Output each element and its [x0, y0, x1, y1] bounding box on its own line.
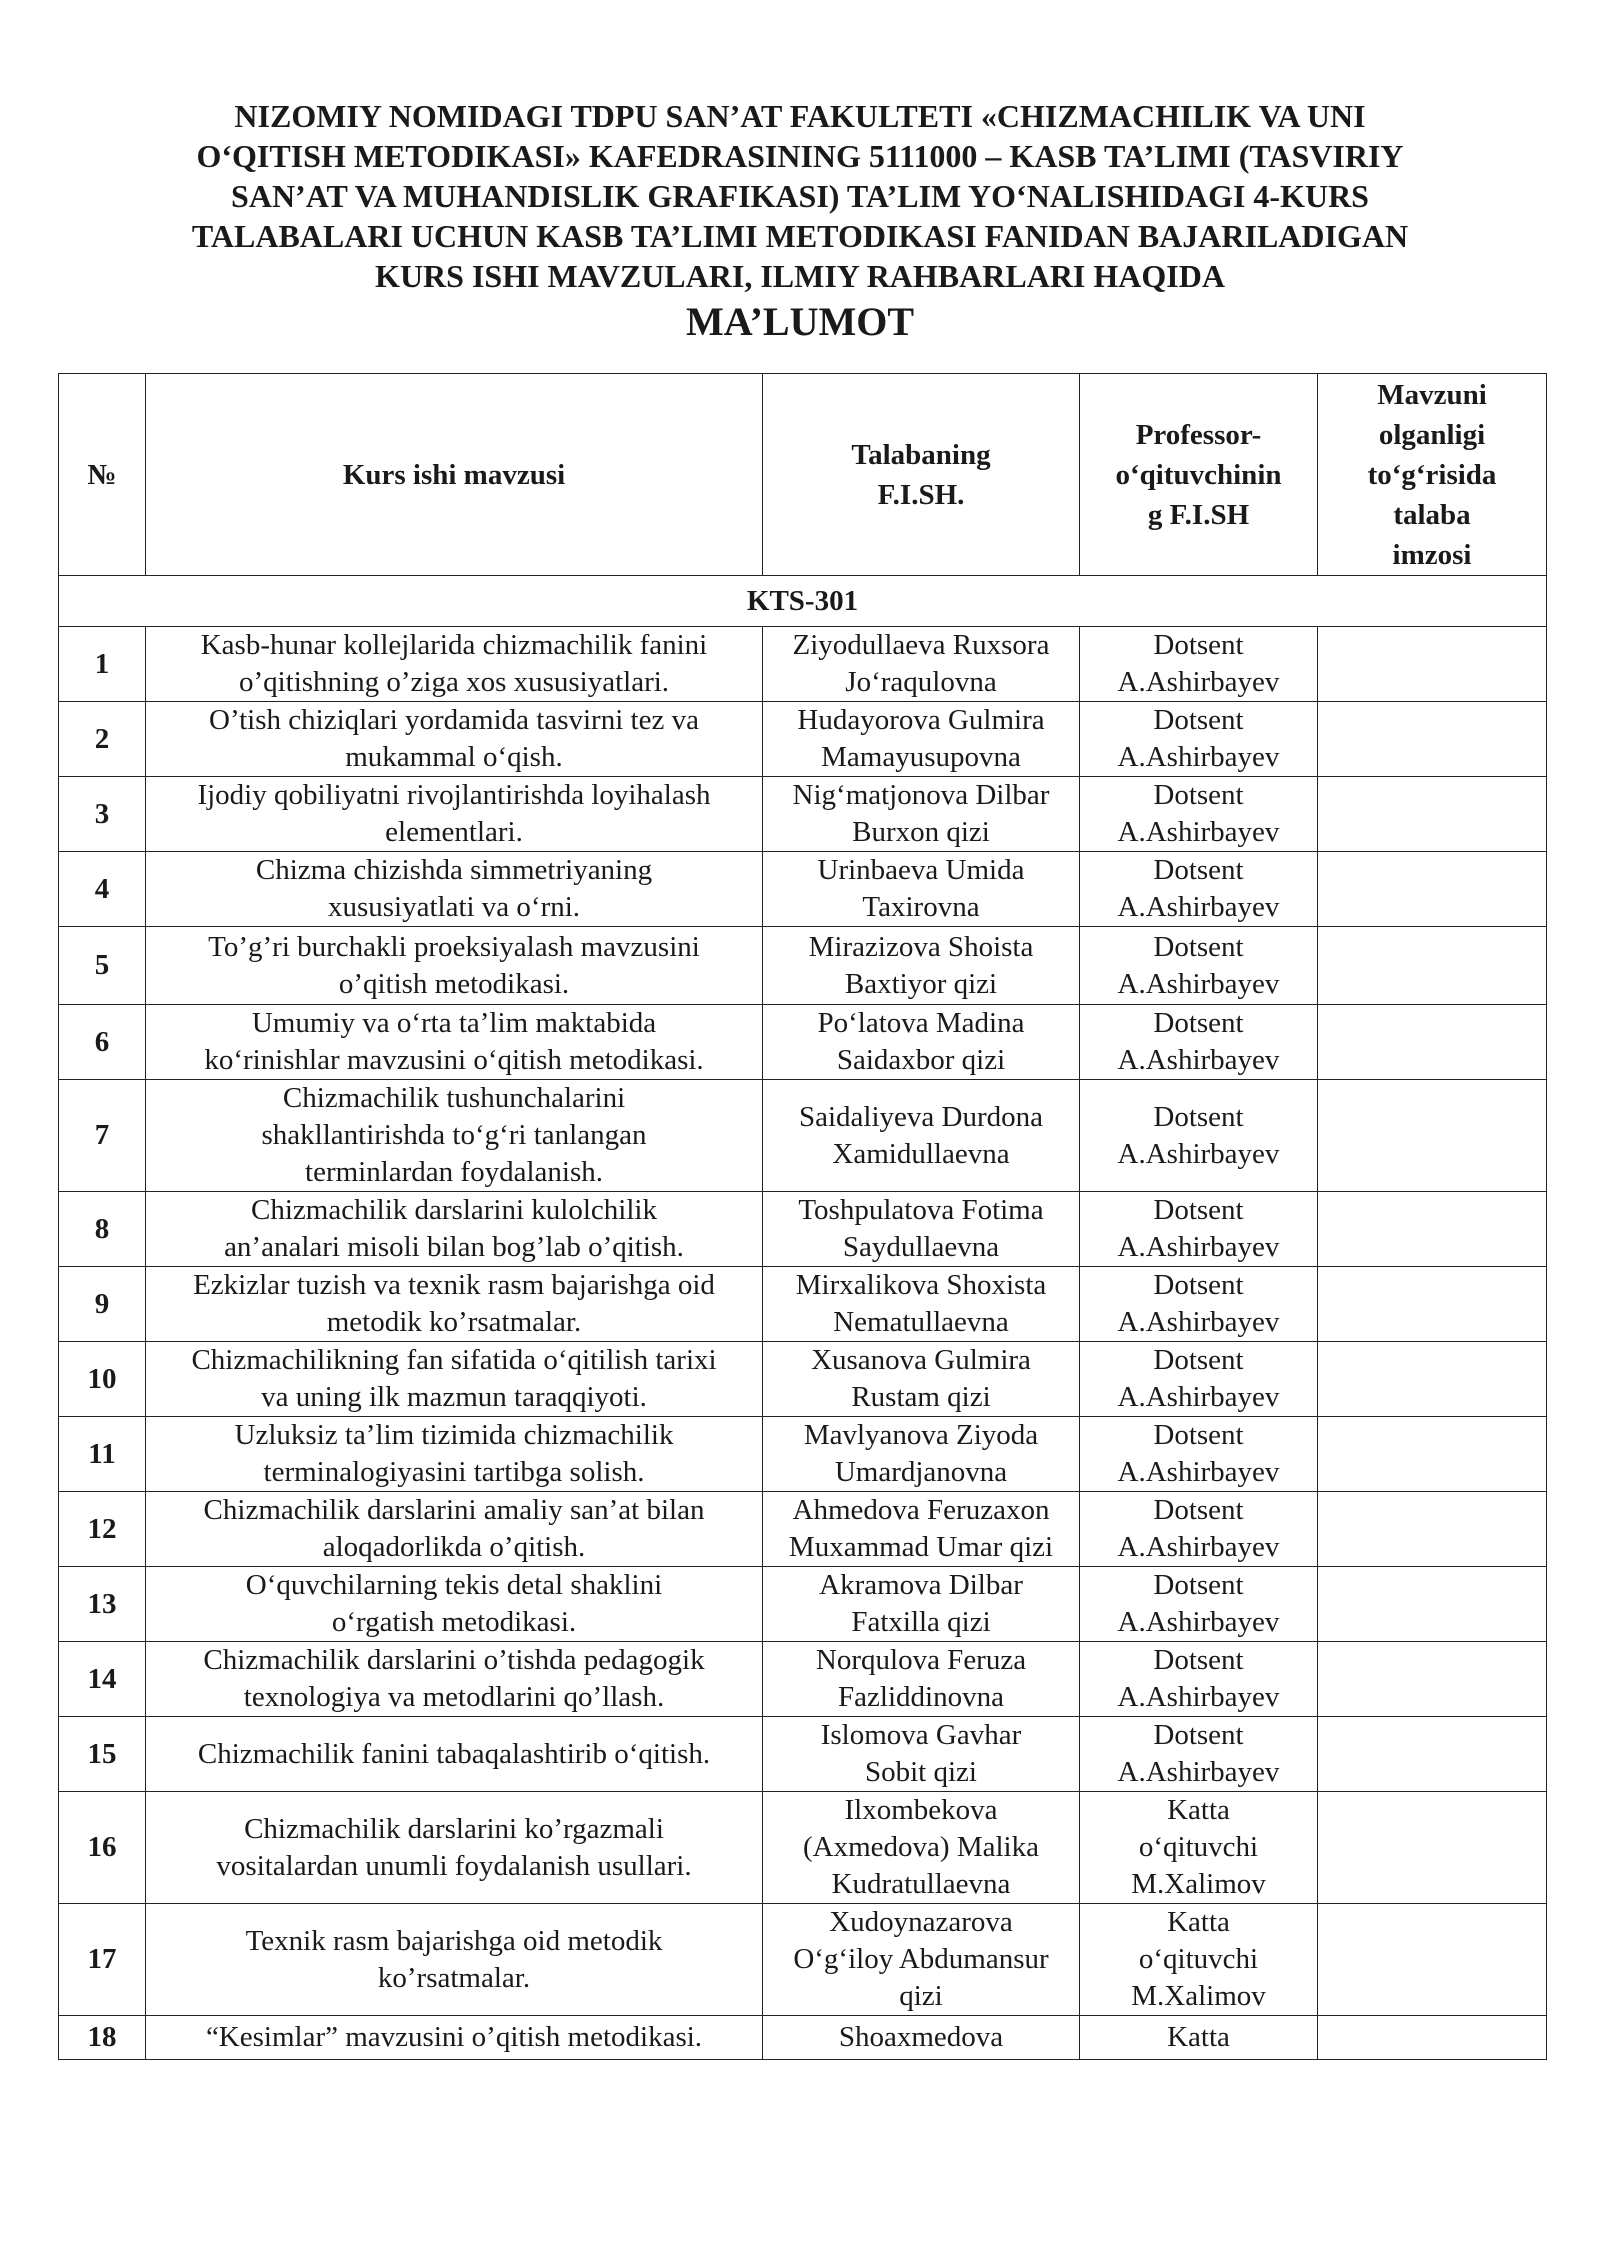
course-topic — [146, 1005, 763, 1080]
advisor-name — [1080, 1492, 1318, 1567]
signature-cell — [1318, 1267, 1547, 1342]
row-number: 9 — [59, 1267, 146, 1342]
advisor-line: Dotsent — [1153, 1719, 1244, 1751]
header-advisor — [1080, 374, 1318, 576]
advisor-line: Dotsent — [1153, 1344, 1244, 1376]
student-line: Islomova Gavhar — [820, 1719, 1022, 1751]
student-line: (Axmedova) Malika — [803, 1831, 1039, 1863]
course-topic — [146, 1567, 763, 1642]
advisor-name — [1080, 1642, 1318, 1717]
student-line: Sobit qizi — [865, 1756, 977, 1788]
advisor-name — [1080, 1717, 1318, 1792]
topic-line: Umumiy va o‘rta ta’lim maktabida — [251, 1007, 657, 1039]
advisor-name — [1080, 927, 1318, 1005]
signature-cell — [1318, 777, 1547, 852]
student-line: Norqulova Feruza — [815, 1644, 1027, 1676]
signature-cell — [1318, 702, 1547, 777]
signature-cell — [1318, 1904, 1547, 2016]
advisor-line: A.Ashirbayev — [1117, 1044, 1280, 1076]
topic-line: Chizma chizishda simmetriyaning — [255, 854, 653, 886]
row-number: 1 — [59, 627, 146, 702]
advisor-line: A.Ashirbayev — [1117, 1606, 1280, 1638]
advisor-line: Katta — [1167, 1794, 1230, 1826]
student-name — [763, 1492, 1080, 1567]
row-number: 7 — [59, 1080, 146, 1192]
topic-line: ko‘rinishlar mavzusini o‘qitish metodikasi. — [204, 1044, 704, 1076]
header-line: g F.I.SH — [1147, 498, 1250, 531]
header-line: Kurs ishi mavzusi — [342, 458, 566, 491]
student-line: Mamayusupovna — [821, 741, 1021, 773]
header-student — [763, 374, 1080, 576]
topic-line: Ijodiy qobiliyatni rivojlantirishda loyihalash — [197, 779, 711, 811]
table-row — [59, 627, 1547, 702]
topic-line: Chizmachilikning fan sifatida o‘qitilish tarixi — [191, 1344, 717, 1376]
advisor-line: o‘qituvchi — [1138, 1831, 1259, 1863]
page-title — [90, 96, 1510, 296]
student-name — [763, 1267, 1080, 1342]
student-line: Kudratullaevna — [831, 1868, 1011, 1900]
student-line: Nig‘matjonova Dilbar — [792, 779, 1050, 811]
advisor-name — [1080, 852, 1318, 927]
header-line: o‘qituvchinin — [1115, 458, 1282, 491]
topic-line: To’g’ri burchakli proeksiyalash mavzusini — [208, 930, 700, 963]
topic-line: texnologiya va metodlarini qo’llash. — [243, 1681, 665, 1713]
table-row — [59, 1717, 1547, 1792]
course-topic — [146, 1792, 763, 1904]
student-name — [763, 2016, 1080, 2060]
student-line: Saidaliyeva Durdona — [798, 1100, 1043, 1133]
row-number: 5 — [59, 927, 146, 1005]
signature-cell — [1318, 1792, 1547, 1904]
student-line: Nematullaevna — [833, 1306, 1009, 1338]
student-line: Jo‘raqulovna — [845, 666, 997, 698]
header-line: F.I.SH. — [877, 478, 965, 511]
advisor-line: Dotsent — [1153, 1194, 1244, 1226]
advisor-line: A.Ashirbayev — [1117, 1381, 1280, 1413]
topic-line: o’qitish metodikasi. — [338, 967, 570, 1000]
signature-cell — [1318, 1342, 1547, 1417]
header-line: to‘g‘risida — [1367, 458, 1497, 491]
student-name — [763, 1080, 1080, 1192]
title-line: SAN’AT VA MUHANDISLIK GRAFIKASI) TA’LIM YO‘NALISHIDAGI 4-KURS — [231, 178, 1369, 214]
advisor-line: M.Xalimov — [1131, 1868, 1266, 1900]
advisor-name — [1080, 1567, 1318, 1642]
course-topic — [146, 1192, 763, 1267]
student-line: Ilxombekova — [844, 1794, 998, 1826]
topic-line: Chizmachilik darslarini amaliy san’at bilan — [203, 1494, 705, 1526]
advisor-name — [1080, 1192, 1318, 1267]
advisor-line: A.Ashirbayev — [1117, 967, 1280, 1000]
student-name — [763, 1904, 1080, 2016]
advisor-name — [1080, 777, 1318, 852]
signature-cell — [1318, 1080, 1547, 1192]
advisor-name — [1080, 1005, 1318, 1080]
header-line: talaba — [1393, 498, 1471, 531]
student-name — [763, 1717, 1080, 1792]
advisor-line: Dotsent — [1153, 629, 1244, 661]
row-number: 11 — [59, 1417, 146, 1492]
topic-line: Chizmachilik darslarini kulolchilik — [251, 1194, 657, 1226]
topic-line: elementlari. — [385, 816, 523, 848]
student-line: Fazliddinovna — [838, 1681, 1004, 1713]
topic-line: shakllantirishda to‘g‘ri tanlangan — [261, 1119, 647, 1151]
table-row — [59, 1342, 1547, 1417]
student-name — [763, 852, 1080, 927]
signature-cell — [1318, 1717, 1547, 1792]
row-number: 4 — [59, 852, 146, 927]
advisor-line: Dotsent — [1153, 1419, 1244, 1451]
topic-line: o‘rgatish metodikasi. — [331, 1606, 577, 1638]
advisor-line: A.Ashirbayev — [1117, 741, 1280, 773]
table-row — [59, 927, 1547, 1005]
row-number: 15 — [59, 1717, 146, 1792]
student-name — [763, 927, 1080, 1005]
topic-line: Kasb-hunar kollejlarida chizmachilik fanini — [200, 629, 708, 661]
row-number: 3 — [59, 777, 146, 852]
advisor-line: Dotsent — [1153, 704, 1244, 736]
header-topic — [146, 374, 763, 576]
header-line: Mavzuni — [1377, 378, 1487, 411]
topic-line: metodik ko’rsatmalar. — [326, 1306, 582, 1338]
topic-line: Chizmachilik fanini tabaqalashtirib o‘qitish. — [197, 1737, 711, 1770]
signature-cell — [1318, 852, 1547, 927]
student-line: Mavlyanova Ziyoda — [803, 1419, 1039, 1451]
student-line: Rustam qizi — [851, 1381, 991, 1413]
header-line: Professor- — [1135, 418, 1262, 451]
table-row — [59, 777, 1547, 852]
table-row — [59, 1005, 1547, 1080]
topic-line: Chizmachilik darslarini o’tishda pedagogik — [203, 1644, 705, 1676]
row-number: 8 — [59, 1192, 146, 1267]
student-line: O‘g‘iloy Abdumansur — [793, 1943, 1049, 1975]
topic-line: Texnik rasm bajarishga oid metodik — [245, 1924, 663, 1957]
signature-cell — [1318, 1005, 1547, 1080]
signature-cell — [1318, 927, 1547, 1005]
group-row — [59, 576, 1547, 627]
student-line: Xudoynazarova — [829, 1906, 1013, 1938]
student-line: Fatxilla qizi — [851, 1606, 991, 1638]
header-line: № — [87, 458, 117, 491]
row-number: 14 — [59, 1642, 146, 1717]
advisor-line: A.Ashirbayev — [1117, 1306, 1280, 1338]
student-name — [763, 1792, 1080, 1904]
advisor-line: o‘qituvchi — [1138, 1943, 1259, 1975]
student-line: Urinbaeva Umida — [817, 854, 1025, 886]
table-header-row — [59, 374, 1547, 576]
student-name — [763, 1342, 1080, 1417]
student-name — [763, 1417, 1080, 1492]
header-line: olganligi — [1378, 418, 1486, 451]
topic-line: Uzluksiz ta’lim tizimida chizmachilik — [234, 1419, 674, 1451]
advisor-name — [1080, 2016, 1318, 2060]
advisor-line: A.Ashirbayev — [1117, 1756, 1280, 1788]
student-line: Burxon qizi — [852, 816, 990, 848]
course-topic — [146, 777, 763, 852]
group-label: KTS-301 — [59, 576, 1547, 627]
title-line: TALABALARI UCHUN KASB TA’LIMI METODIKASI FANIDAN BAJARILADIGAN — [191, 218, 1409, 254]
signature-cell — [1318, 1192, 1547, 1267]
course-topic — [146, 1717, 763, 1792]
student-line: Xamidullaevna — [832, 1137, 1010, 1170]
advisor-line: Dotsent — [1153, 930, 1244, 963]
row-number: 10 — [59, 1342, 146, 1417]
topic-line: O‘quvchilarning tekis detal shaklini — [245, 1569, 663, 1601]
advisor-name — [1080, 1342, 1318, 1417]
advisor-line: A.Ashirbayev — [1117, 1456, 1280, 1488]
row-number: 13 — [59, 1567, 146, 1642]
signature-cell — [1318, 1417, 1547, 1492]
header-line: Talabaning — [851, 438, 991, 471]
signature-cell — [1318, 2016, 1547, 2060]
topic-line: vositalardan unumli foydalanish usullari. — [216, 1849, 692, 1882]
topic-line: terminlardan foydalanish. — [305, 1156, 603, 1188]
course-topic — [146, 1642, 763, 1717]
topic-line: o’qitishning o’ziga xos xususiyatlari. — [238, 666, 670, 698]
student-name — [763, 1005, 1080, 1080]
table-row — [59, 1642, 1547, 1717]
row-number: 18 — [59, 2016, 146, 2060]
advisor-line: M.Xalimov — [1131, 1980, 1266, 2012]
course-topic — [146, 1492, 763, 1567]
course-topic — [146, 1904, 763, 2016]
table-row — [59, 1904, 1547, 2016]
header-line: imzosi — [1392, 538, 1472, 571]
student-name — [763, 702, 1080, 777]
topic-line: mukammal o‘qish. — [345, 741, 563, 773]
student-line: Saidaxbor qizi — [836, 1044, 1006, 1076]
student-name — [763, 777, 1080, 852]
title-line: NIZOMIY NOMIDAGI TDPU SAN’AT FAKULTETI «CHIZMACHILIK VA UNI — [234, 98, 1366, 134]
topic-line: “Kesimlar” mavzusini o’qitish metodikasi. — [205, 2021, 703, 2053]
signature-cell — [1318, 627, 1547, 702]
topic-line: an’analari misoli bilan bog’lab o’qitish. — [224, 1231, 684, 1263]
topic-line: terminalogiyasini tartibga solish. — [263, 1456, 645, 1488]
student-name — [763, 1567, 1080, 1642]
table-row — [59, 1792, 1547, 1904]
student-name — [763, 1192, 1080, 1267]
student-line: Saydullaevna — [842, 1231, 1000, 1263]
course-topic — [146, 1267, 763, 1342]
header-signature — [1318, 374, 1547, 576]
advisor-name — [1080, 1792, 1318, 1904]
student-line: Mirazizova Shoista — [808, 930, 1034, 963]
advisor-line: Dotsent — [1153, 1644, 1244, 1676]
advisor-name — [1080, 1417, 1318, 1492]
signature-cell — [1318, 1492, 1547, 1567]
table-row — [59, 1492, 1547, 1567]
student-line: Xusanova Gulmira — [811, 1344, 1031, 1376]
title-line: KURS ISHI MAVZULARI, ILMIY RAHBARLARI HAQIDA — [375, 258, 1225, 294]
row-number: 6 — [59, 1005, 146, 1080]
student-line: Mirxalikova Shoxista — [795, 1269, 1047, 1301]
row-number: 2 — [59, 702, 146, 777]
table-row — [59, 1417, 1547, 1492]
advisor-line: Katta — [1167, 2021, 1230, 2053]
advisor-line: Dotsent — [1153, 1269, 1244, 1301]
topic-line: ko’rsatmalar. — [377, 1961, 531, 1994]
row-number: 16 — [59, 1792, 146, 1904]
advisor-line: Dotsent — [1153, 1569, 1244, 1601]
course-topic — [146, 702, 763, 777]
advisor-line: Dotsent — [1153, 779, 1244, 811]
advisor-name — [1080, 1080, 1318, 1192]
student-name — [763, 1642, 1080, 1717]
student-line: Akramova Dilbar — [819, 1569, 1023, 1601]
advisor-name — [1080, 1904, 1318, 2016]
row-number: 12 — [59, 1492, 146, 1567]
table-row — [59, 1567, 1547, 1642]
student-line: Ziyodullaeva Ruxsora — [792, 629, 1050, 661]
signature-cell — [1318, 1567, 1547, 1642]
table-row — [59, 1267, 1547, 1342]
advisor-name — [1080, 627, 1318, 702]
advisor-line: Katta — [1167, 1906, 1230, 1938]
topic-line: Chizmachilik darslarini ko’rgazmali — [244, 1812, 664, 1845]
table-row — [59, 1192, 1547, 1267]
topic-line: xususiyatlati va o‘rni. — [327, 891, 581, 923]
advisor-line: Dotsent — [1153, 1007, 1244, 1039]
document-heading: MA’LUMOT — [685, 299, 915, 344]
advisor-line: A.Ashirbayev — [1117, 1137, 1280, 1170]
signature-cell — [1318, 1642, 1547, 1717]
topic-line: Chizmachilik tushunchalarini — [282, 1082, 626, 1114]
topic-line: O’tish chiziqlari yordamida tasvirni tez va — [209, 704, 699, 736]
advisor-name — [1080, 1267, 1318, 1342]
student-line: qizi — [899, 1980, 943, 2012]
student-line: Hudayorova Gulmira — [797, 704, 1045, 736]
advisor-line: A.Ashirbayev — [1117, 1231, 1280, 1263]
advisor-line: Dotsent — [1153, 1494, 1244, 1526]
table-row — [59, 1080, 1547, 1192]
advisor-line: Dotsent — [1153, 854, 1244, 886]
course-topics-table — [58, 373, 1547, 2060]
advisor-line: A.Ashirbayev — [1117, 1531, 1280, 1563]
student-line: Taxirovna — [862, 891, 980, 923]
topic-line: aloqadorlikda o’qitish. — [322, 1531, 586, 1563]
table-row — [59, 852, 1547, 927]
student-line: Umardjanovna — [834, 1456, 1008, 1488]
advisor-line: A.Ashirbayev — [1117, 1681, 1280, 1713]
topic-line: Ezkizlar tuzish va texnik rasm bajarishga oid — [193, 1269, 715, 1301]
course-topic — [146, 2016, 763, 2060]
student-line: Ahmedova Feruzaxon — [792, 1494, 1050, 1526]
topic-line: va uning ilk mazmun taraqqiyoti. — [261, 1381, 647, 1413]
advisor-line: A.Ashirbayev — [1117, 816, 1280, 848]
student-line: Muxammad Umar qizi — [788, 1531, 1054, 1563]
course-topic — [146, 927, 763, 1005]
course-topic — [146, 1417, 763, 1492]
course-topic — [146, 1080, 763, 1192]
student-line: Shoaxmedova — [838, 2021, 1004, 2053]
course-topic — [146, 852, 763, 927]
student-name — [763, 627, 1080, 702]
table-row — [59, 2016, 1547, 2060]
header-number — [59, 374, 146, 576]
row-number: 17 — [59, 1904, 146, 2016]
advisor-line: Dotsent — [1153, 1100, 1244, 1133]
student-line: Po‘latova Madina — [817, 1007, 1025, 1039]
course-topic — [146, 1342, 763, 1417]
advisor-name — [1080, 702, 1318, 777]
title-line: O‘QITISH METODIKASI» KAFEDRASINING 5111000 – KASB TA’LIMI (TASVIRIY — [196, 138, 1404, 174]
advisor-line: A.Ashirbayev — [1117, 891, 1280, 923]
table-row — [59, 702, 1547, 777]
course-topic — [146, 627, 763, 702]
student-line: Baxtiyor qizi — [844, 967, 998, 1000]
advisor-line: A.Ashirbayev — [1117, 666, 1280, 698]
student-line: Toshpulatova Fotima — [798, 1194, 1044, 1226]
